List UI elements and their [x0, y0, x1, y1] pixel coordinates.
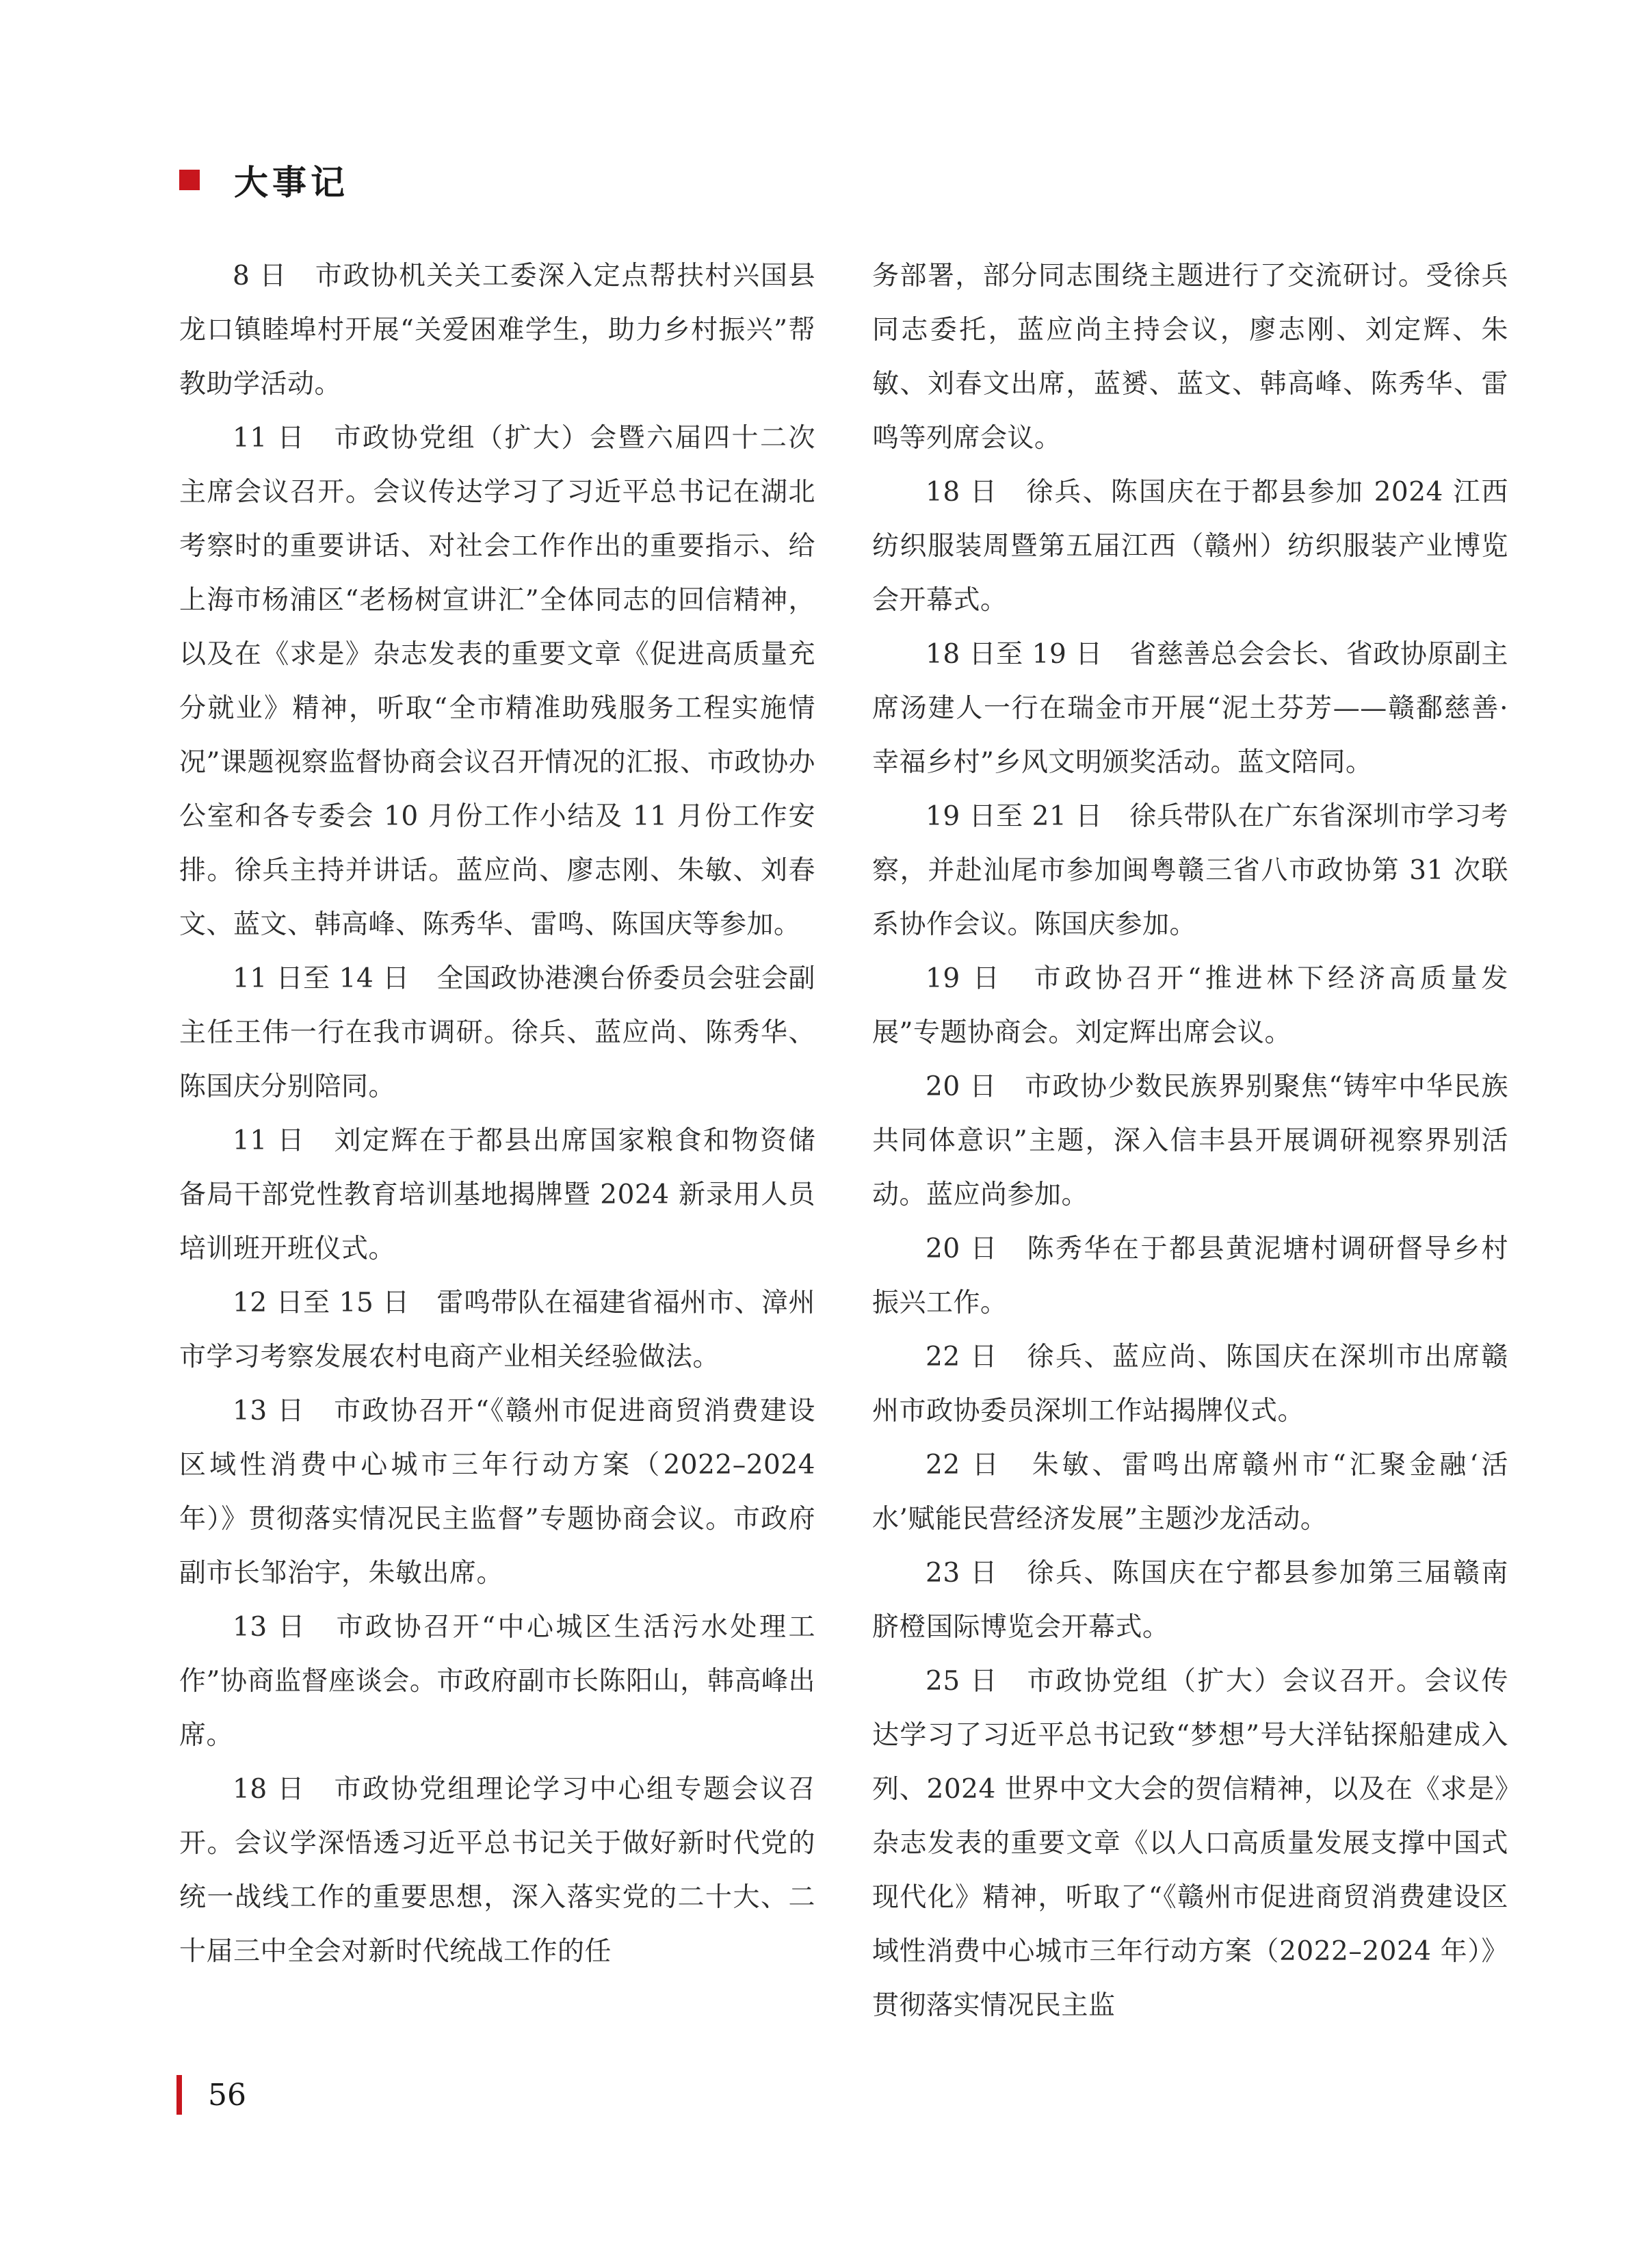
- event-entry: 13 日 市政协召开“《赣州市促进商贸消费建设区域性消费中心城市三年行动方案（2022–2024 年）》贯彻落实情况民主监督”专题协商会议。市政府副市长邹治宇，朱敏出席。: [179, 1396, 815, 1589]
- event-entry: 18 日至 19 日 省慈善总会会长、省政协原副主席汤建人一行在瑞金市开展“泥土芬芳——赣鄱慈善·幸福乡村”乡风文明颁奖活动。蓝文陪同。: [872, 639, 1508, 778]
- section-title: 大事记: [234, 163, 349, 203]
- event-entry: 22 日 朱敏、雷鸣出席赣州市“汇聚金融‘活水’赋能民营经济发展”主题沙龙活动。: [872, 1450, 1508, 1535]
- event-entry: 20 日 市政协少数民族界别聚焦“铸牢中华民族共同体意识”主题，深入信丰县开展调研视察界别活动。蓝应尚参加。: [872, 1071, 1508, 1210]
- event-entry: 19 日 市政协召开“推进林下经济高质量发展”专题协商会。刘定辉出席会议。: [872, 963, 1508, 1048]
- event-entry: 12 日至 15 日 雷鸣带队在福建省福州市、漳州市学习考察发展农村电商产业相关经验做法。: [179, 1288, 815, 1372]
- event-entry: 18 日 徐兵、陈国庆在于都县参加 2024 江西纺织服装周暨第五届江西（赣州）纺织服装产业博览会开幕式。: [872, 477, 1508, 616]
- event-entry-continuation: 务部署，部分同志围绕主题进行了交流研讨。受徐兵同志委托，蓝应尚主持会议，廖志刚、刘定辉、朱敏、刘春文出席，蓝赟、蓝文、韩高峰、陈秀华、雷鸣等列席会议。: [872, 261, 1508, 454]
- page-footer: [176, 2074, 246, 2115]
- event-entry: 20 日 陈秀华在于都县黄泥塘村调研督导乡村振兴工作。: [872, 1234, 1508, 1318]
- event-entry: 8 日 市政协机关关工委深入定点帮扶村兴国县龙口镇睦埠村开展“关爱困难学生，助力乡村振兴”帮教助学活动。: [179, 261, 815, 400]
- left-column: [179, 249, 815, 1979]
- event-entry: 11 日至 14 日 全国政协港澳台侨委员会驻会副主任王伟一行在我市调研。徐兵、蓝应尚、陈秀华、陈国庆分别陪同。: [179, 963, 815, 1102]
- event-entry: 19 日至 21 日 徐兵带队在广东省深圳市学习考察，并赴汕尾市参加闽粤赣三省八市政协第 31 次联系协作会议。陈国庆参加。: [872, 801, 1508, 940]
- event-entry: 11 日 刘定辉在于都县出席国家粮食和物资储备局干部党性教育培训基地揭牌暨 2024 新录用人员培训班开班仪式。: [179, 1125, 815, 1264]
- red-bar-icon: [176, 2075, 182, 2115]
- section-header: [179, 156, 349, 204]
- event-entry: 22 日 徐兵、蓝应尚、陈国庆在深圳市出席赣州市政协委员深圳工作站揭牌仪式。: [872, 1342, 1508, 1426]
- event-entry: 18 日 市政协党组理论学习中心组专题会议召开。会议学深悟透习近平总书记关于做好新时代党的统一战线工作的重要思想，深入落实党的二十大、二十届三中全会对新时代统战工作的任: [179, 1774, 815, 1967]
- red-square-icon: [179, 170, 200, 190]
- event-entry: 13 日 市政协召开“中心城区生活污水处理工作”协商监督座谈会。市政府副市长陈阳山，韩高峰出席。: [179, 1612, 815, 1751]
- right-column: [872, 249, 1508, 2033]
- event-entry: 11 日 市政协党组（扩大）会暨六届四十二次主席会议召开。会议传达学习了习近平总书记在湖北考察时的重要讲话、对社会工作作出的重要指示、给上海市杨浦区“老杨树宣讲汇”全体同志的回信精神，以及在《求是》杂志发表的重要文章《促进高质量充分就业》精神，听取“全市精准助残服务工程实施情况”课题视察监督协商会议召开情况的汇报、市政协办公室和各专委会 10 月份工作小结及 11 月份工作安排。徐兵主持并讲话。蓝应尚、廖志刚、朱敏、刘春文、蓝文、韩高峰、陈秀华、雷鸣、陈国庆等参加。: [179, 423, 815, 940]
- event-entry: 25 日 市政协党组（扩大）会议召开。会议传达学习了习近平总书记致“梦想”号大洋钻探船建成入列、2024 世界中文大会的贺信精神，以及在《求是》杂志发表的重要文章《以人口高质量发展支撑中国式现代化》精神，听取了“《赣州市促进商贸消费建设区域性消费中心城市三年行动方案（2022–2024 年）》贯彻落实情况民主监: [872, 1666, 1508, 2021]
- event-entry: 23 日 徐兵、陈国庆在宁都县参加第三届赣南脐橙国际博览会开幕式。: [872, 1558, 1508, 1643]
- page-number: 56: [208, 2077, 246, 2113]
